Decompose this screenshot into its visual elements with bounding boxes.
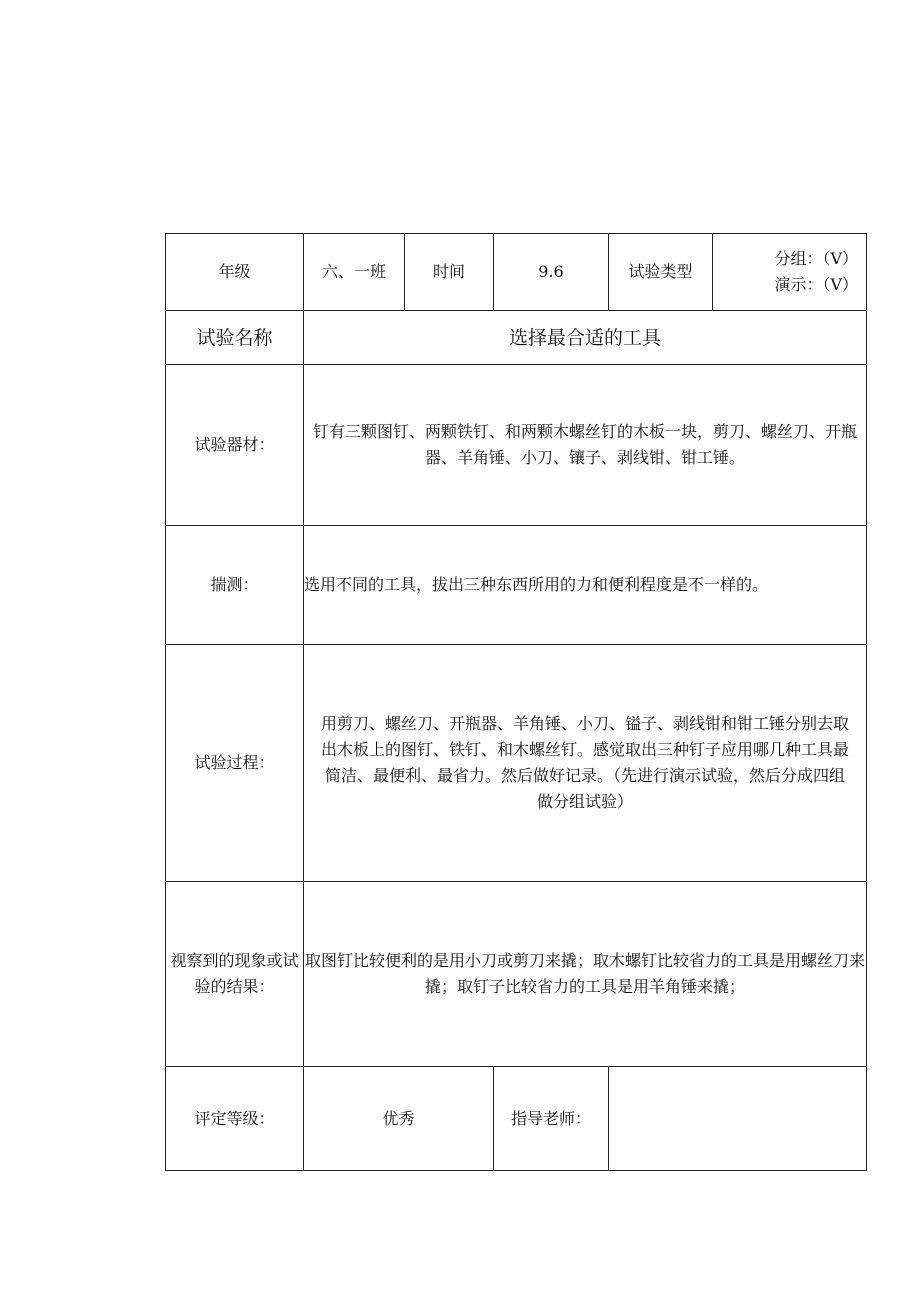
result-text: 取图钉比较便利的是用小刀或剪刀来撬；取木螺钉比较省力的工具是用螺丝刀来撬；取钉子比较省力的工具是用羊角锤来撬； <box>304 882 867 1067</box>
evaluation-grade-value: 优秀 <box>304 1067 494 1171</box>
guess-label: 揣测： <box>166 526 304 645</box>
guess-text: 选用不同的工具，拔出三种东西所用的力和便利程度是不一样的。 <box>304 526 867 645</box>
result-row <box>166 882 867 1067</box>
experiment-name-label: 试验名称 <box>166 311 304 365</box>
process-text: 用剪刀、螺丝刀、开瓶器、羊角锤、小刀、镒子、剥线钳和钳工锤分别去取出木板上的图钉、铁钉、和木螺丝钉。感觉取出三种钉子应用哪几种工具最简洁、最便利、最省力。然后做好记录。（先进行演示试验，然后分成四组做分组试验） <box>304 645 867 882</box>
experiment-record-sheet <box>165 233 866 1171</box>
type-option-group: 分组：（V） <box>774 249 858 268</box>
time-label: 时间 <box>405 234 494 311</box>
type-options <box>713 234 867 311</box>
process-row <box>166 645 867 882</box>
time-value: 9.6 <box>494 234 609 311</box>
materials-row <box>166 365 867 526</box>
materials-label: 试验器材： <box>166 365 304 526</box>
grade-label: 年级 <box>166 234 304 311</box>
teacher-value <box>609 1067 867 1171</box>
materials-text: 钉有三颗图钉、两颗铁钉、和两颗木螺丝钉的木板一块，剪刀、螺丝刀、开瓶器、羊角锤、小刀、镶子、剥线钳、钳工锤。 <box>304 365 867 526</box>
grade-value: 六、一班 <box>304 234 405 311</box>
evaluation-row <box>166 1067 867 1171</box>
teacher-label: 指导老师： <box>494 1067 609 1171</box>
name-row <box>166 311 867 365</box>
type-label: 试验类型 <box>609 234 713 311</box>
type-option-demo: 演示：（V） <box>774 275 858 294</box>
experiment-record-table <box>165 233 867 1171</box>
result-label: 视察到的现象或试验的结果： <box>166 882 304 1067</box>
evaluation-grade-label: 评定等级： <box>166 1067 304 1171</box>
header-row <box>166 234 867 311</box>
guess-row <box>166 526 867 645</box>
process-label: 试验过程： <box>166 645 304 882</box>
experiment-name-value: 选择最合适的工具 <box>304 311 867 365</box>
